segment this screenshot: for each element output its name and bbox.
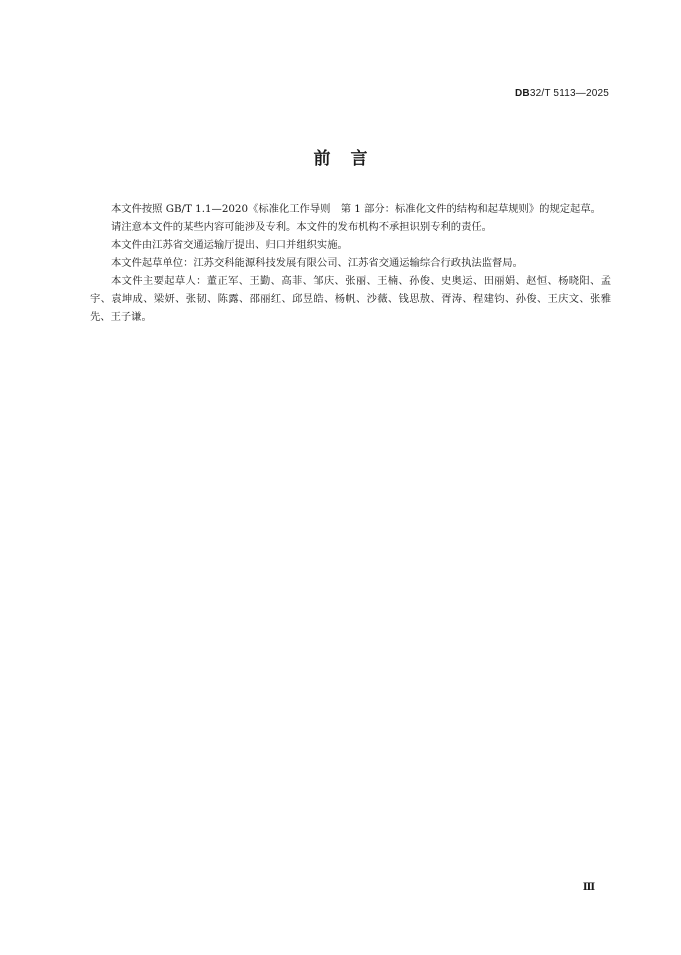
paragraph-proposer: 本文件由江苏省交通运输厅提出、归口并组织实施。 bbox=[111, 239, 348, 251]
paragraph-drafting-units: 本文件起草单位：江苏交科能源科技发展有限公司、江苏省交通运输综合行政执法监督局。 bbox=[111, 257, 523, 269]
paragraph-drafting-rules: 本文件按照 GB/T 1.1—2020《标准化工作导则 第 1 部分：标准化文件的结构和起草规则》的规定起草。 bbox=[111, 203, 601, 215]
page-number: Ⅲ bbox=[582, 882, 595, 893]
standard-code-prefix: DB bbox=[514, 88, 530, 99]
page-title: 前言 bbox=[313, 149, 388, 169]
foreword-body bbox=[90, 200, 611, 326]
standard-code-number: 32/T 5113—2025 bbox=[529, 88, 609, 99]
paragraph-drafters: 本文件主要起草人：董正军、王勤、高菲、邹庆、张丽、王楠、孙俊、史奥运、田丽娟、赵恒、杨晓阳、孟宇、袁坤成、梁妍、张韧、陈露、邵丽红、邱昱皓、杨帆、沙薇、钱思敖、胥涛、程建钧、孙俊、王庆文、张雅先、王子谦。 bbox=[90, 275, 611, 323]
standard-code bbox=[515, 88, 609, 99]
paragraph-patent-notice: 请注意本文件的某些内容可能涉及专利。本文件的发布机构不承担识别专利的责任。 bbox=[111, 221, 492, 233]
